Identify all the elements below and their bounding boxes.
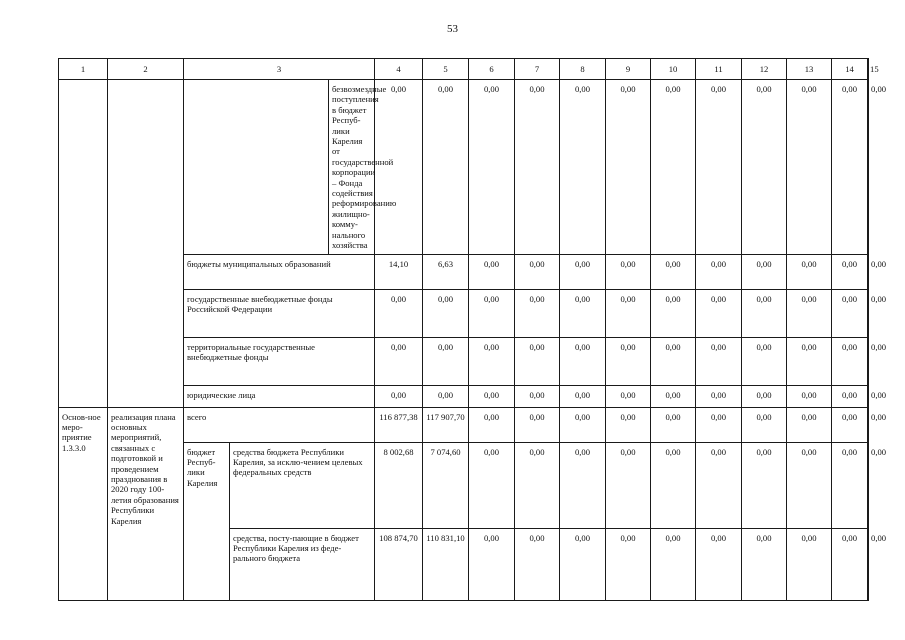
amount-cell: 0,00	[787, 528, 832, 600]
amount-cell: 0,00	[651, 442, 696, 528]
amount-cell: 0,00	[787, 407, 832, 442]
amount-cell: 0,00	[423, 385, 469, 407]
amount-cell: 0,00	[606, 407, 651, 442]
amount-cell: 0,00	[832, 442, 868, 528]
amount-cell: 0,00	[469, 442, 515, 528]
column-number-header: 5	[423, 59, 469, 80]
column-number-header: 6	[469, 59, 515, 80]
amount-cell: 108 874,70	[375, 528, 423, 600]
budget-group-cell-continued	[184, 80, 329, 255]
amount-cell: 0,00	[515, 442, 560, 528]
amount-cell: 7 074,60	[423, 442, 469, 528]
amount-cell: 0,00	[696, 407, 742, 442]
measure-code-cell: Основ-ное меро-приятие 1.3.3.0	[59, 407, 108, 600]
amount-cell: 0,00	[651, 289, 696, 337]
amount-cell: 0,00	[696, 528, 742, 600]
page-number: 53	[447, 23, 458, 35]
amount-cell: 0,00	[871, 532, 887, 543]
amount-cell: 0,00	[606, 80, 651, 255]
amount-cell: 0,00	[423, 289, 469, 337]
amount-cell: 0,00	[375, 80, 423, 255]
amount-cell: 0,00	[560, 289, 606, 337]
total-label: всего	[184, 407, 375, 442]
column-number-header: 3	[184, 59, 375, 80]
amount-cell: 0,00	[871, 293, 887, 304]
amount-cell: 0,00	[832, 289, 868, 337]
amount-cell: 0,00	[423, 80, 469, 255]
amount-cell: 0,00	[871, 411, 887, 422]
measure-code-cell-continued	[59, 80, 108, 408]
amount-cell: 0,00	[787, 385, 832, 407]
column-number-header: 12	[742, 59, 787, 80]
amount-cell: 0,00	[560, 407, 606, 442]
column-number-header: 9	[606, 59, 651, 80]
amount-cell: 0,00	[606, 254, 651, 289]
amount-cell: 14,10	[375, 254, 423, 289]
amount-cell: 0,00	[560, 528, 606, 600]
funding-source-label: государственные внебюджетные фонды Российской Федерации	[184, 289, 375, 337]
amount-cell: 0,00	[696, 337, 742, 385]
amount-cell: 0,00	[469, 385, 515, 407]
amount-cell: 0,00	[787, 337, 832, 385]
amount-cell: 117 907,70	[423, 407, 469, 442]
amount-cell: 0,00	[651, 80, 696, 255]
amount-cell: 0,00	[742, 407, 787, 442]
amount-cell: 0,00	[787, 254, 832, 289]
measure-total-row	[59, 407, 869, 442]
column-number-header: 8	[560, 59, 606, 80]
amount-cell: 0,00	[787, 80, 832, 255]
column-number-header: 1	[59, 59, 108, 80]
amount-cell: 0,00	[606, 289, 651, 337]
amount-cell: 0,00	[651, 254, 696, 289]
budget-source-label: средства, посту-пающие в бюджет Республики Карелия из феде-рального бюджета	[230, 528, 375, 600]
amount-cell: 0,00	[469, 337, 515, 385]
amount-cell: 0,00	[787, 289, 832, 337]
amount-cell: 0,00	[515, 254, 560, 289]
amount-cell: 0,00	[871, 389, 887, 400]
funding-source-label: бюджеты муниципальных образований	[184, 254, 375, 289]
amount-cell: 0,00	[515, 528, 560, 600]
column-number-header: 10	[651, 59, 696, 80]
column-number-header: 14	[832, 59, 868, 80]
amount-cell: 0,00	[787, 442, 832, 528]
amount-cell: 0,00	[871, 446, 887, 457]
amount-cell: 0,00	[375, 289, 423, 337]
amount-cell: 0,00	[469, 254, 515, 289]
amount-cell: 0,00	[651, 407, 696, 442]
amount-cell: 0,00	[696, 385, 742, 407]
funding-source-label: безвозмездные поступления в бюджет Респуб-лики Карелия от государственной корпорации – Фонда содействия реформированию жилищно-комму-нального хозяйства	[329, 80, 375, 255]
amount-cell: 0,00	[515, 337, 560, 385]
amount-cell: 0,00	[423, 337, 469, 385]
amount-cell: 0,00	[515, 80, 560, 255]
amount-cell: 0,00	[515, 289, 560, 337]
amount-cell: 0,00	[606, 337, 651, 385]
amount-cell: 0,00	[606, 442, 651, 528]
amount-cell: 0,00	[469, 528, 515, 600]
amount-cell: 0,00	[651, 337, 696, 385]
amount-cell: 0,00	[742, 254, 787, 289]
funding-source-row	[59, 80, 869, 255]
budget-table	[58, 58, 887, 601]
amount-cell: 0,00	[469, 289, 515, 337]
column-number-header: 15	[870, 63, 879, 74]
measure-name-cell-continued	[108, 80, 184, 408]
amount-cell: 110 831,10	[423, 528, 469, 600]
amount-cell: 0,00	[832, 407, 868, 442]
amount-cell: 0,00	[515, 385, 560, 407]
header-row	[59, 59, 869, 80]
amount-cell: 0,00	[469, 80, 515, 255]
measure-name-cell: реализация плана основных мероприятий, связанных с подготовкой и проведением празднования в 2020 году 100-летия образования Республики Карелия	[108, 407, 184, 600]
budget-group-label: бюджет Респуб-лики Карелия	[184, 442, 230, 600]
funding-source-label: территориальные государственные внебюджетные фонды	[184, 337, 375, 385]
amount-cell: 0,00	[742, 385, 787, 407]
amount-cell: 0,00	[651, 385, 696, 407]
amount-cell: 0,00	[832, 385, 868, 407]
amount-cell: 0,00	[696, 80, 742, 255]
amount-cell: 0,00	[560, 385, 606, 407]
amount-cell: 8 002,68	[375, 442, 423, 528]
amount-cell: 0,00	[742, 80, 787, 255]
amount-cell: 0,00	[375, 337, 423, 385]
amount-cell: 0,00	[560, 80, 606, 255]
amount-cell: 0,00	[742, 289, 787, 337]
amount-cell: 0,00	[742, 337, 787, 385]
column-number-header: 7	[515, 59, 560, 80]
budget-source-label: средства бюджета Республики Карелия, за исклю-чением целевых федеральных средств	[230, 442, 375, 528]
amount-cell: 0,00	[742, 442, 787, 528]
amount-cell: 0,00	[696, 254, 742, 289]
amount-cell: 0,00	[871, 84, 887, 94]
column-number-header: 11	[696, 59, 742, 80]
amount-cell: 0,00	[375, 385, 423, 407]
amount-cell: 0,00	[606, 385, 651, 407]
amount-cell: 6,63	[423, 254, 469, 289]
amount-cell: 0,00	[832, 80, 868, 255]
column-number-header: 4	[375, 59, 423, 80]
column-number-header: 2	[108, 59, 184, 80]
amount-cell: 0,00	[832, 337, 868, 385]
amount-cell: 0,00	[871, 341, 887, 352]
amount-cell: 0,00	[469, 407, 515, 442]
amount-cell: 0,00	[560, 337, 606, 385]
amount-cell: 0,00	[696, 289, 742, 337]
amount-cell: 0,00	[871, 258, 887, 269]
amount-cell: 0,00	[560, 254, 606, 289]
amount-cell: 0,00	[515, 407, 560, 442]
funding-source-label: юридические лица	[184, 385, 375, 407]
amount-cell: 0,00	[742, 528, 787, 600]
amount-cell: 0,00	[651, 528, 696, 600]
amount-cell: 0,00	[832, 528, 868, 600]
column-number-header: 13	[787, 59, 832, 80]
amount-cell: 0,00	[606, 528, 651, 600]
amount-cell: 0,00	[560, 442, 606, 528]
amount-cell: 116 877,38	[375, 407, 423, 442]
amount-cell: 0,00	[832, 254, 868, 289]
amount-cell: 0,00	[696, 442, 742, 528]
